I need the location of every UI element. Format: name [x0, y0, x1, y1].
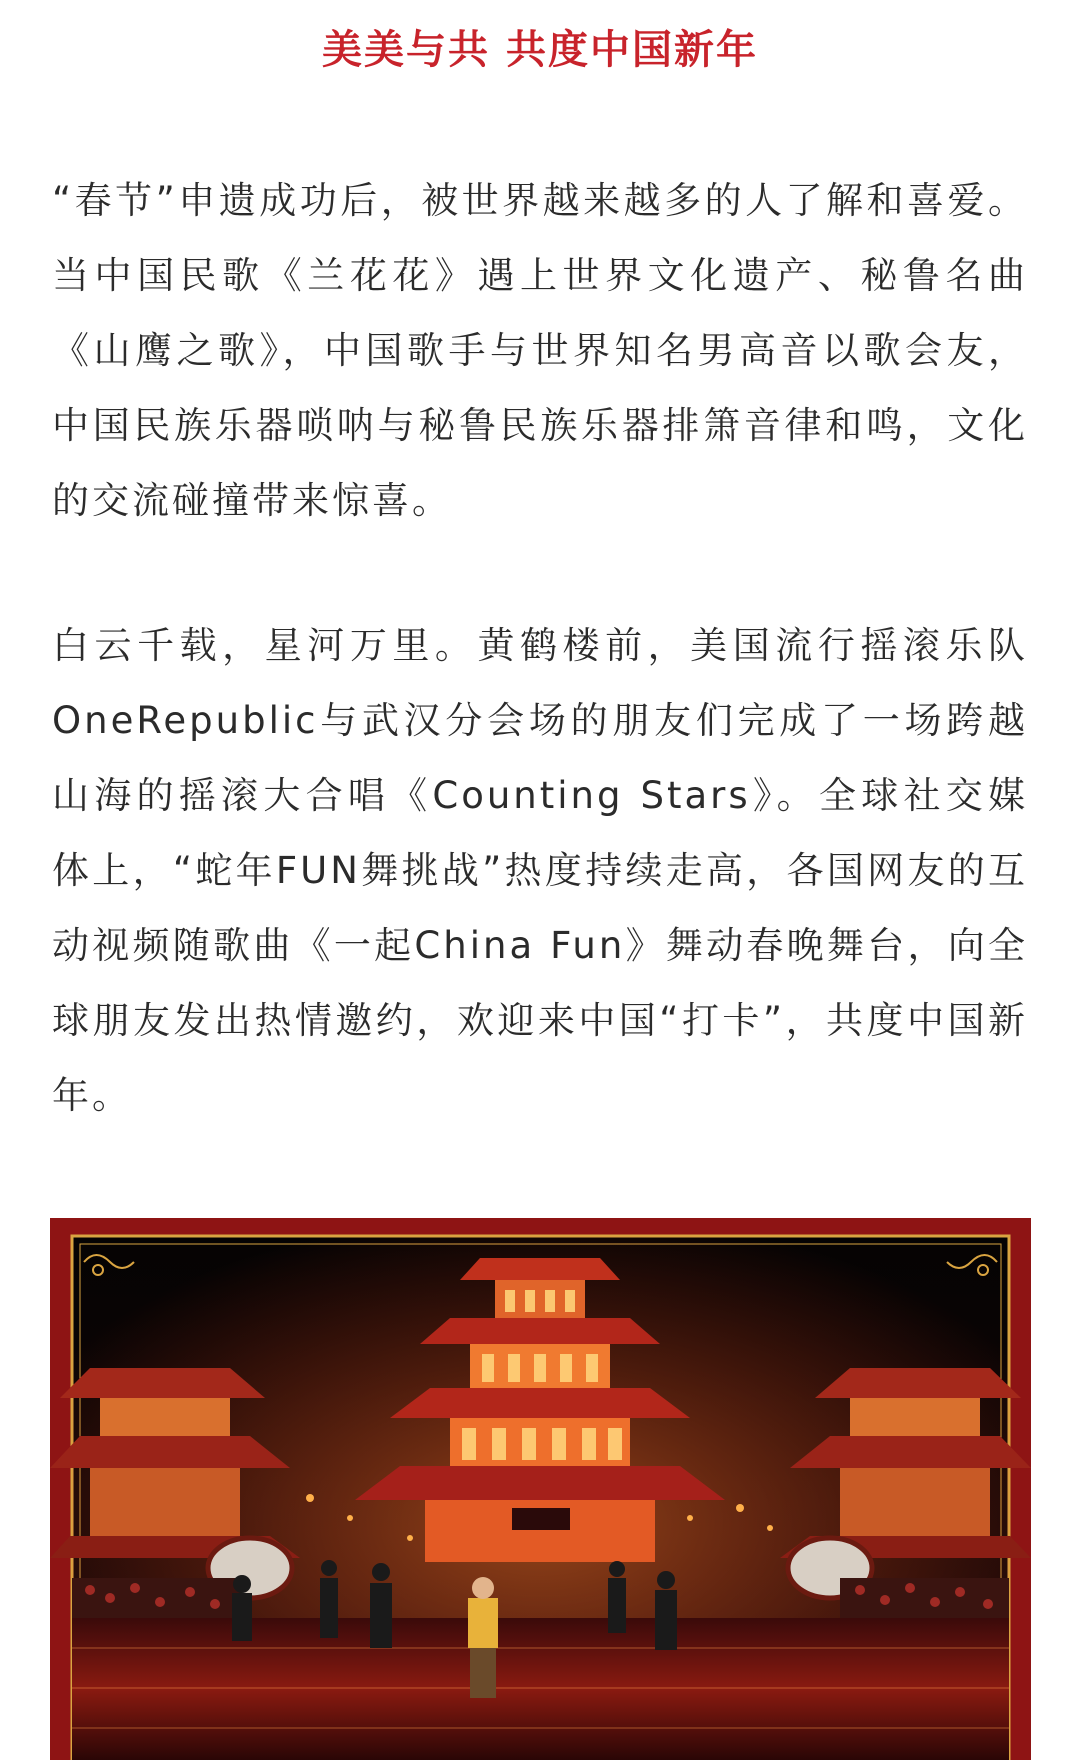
article-title: 美美与共 共度中国新年	[322, 27, 758, 73]
stage-performance-photo	[50, 1218, 1031, 1760]
article-paragraph-1: “春节”申遗成功后，被世界越来越多的人了解和喜爱。当中国民歌《兰花花》遇上世界文化遗产、秘鲁名曲《山鹰之歌》，中国歌手与世界知名男高音以歌会友，中国民族乐器唢呐与秘鲁民族乐器排箫音律和鸣，文化的交流碰撞带来惊喜。	[52, 179, 1028, 522]
article-paragraph-2: 白云千载，星河万里。黄鹤楼前，美国流行摇滚乐队OneRepublic与武汉分会场的朋友们完成了一场跨越山海的摇滚大合唱《Counting Stars》。全球社交媒体上，“蛇年FUN舞挑战”热度持续走高，各国网友的互动视频随歌曲《一起China Fun》舞动春晚舞台，向全球朋友发出热情邀约，欢迎来中国“打卡”，共度中国新年。	[52, 624, 1028, 1117]
